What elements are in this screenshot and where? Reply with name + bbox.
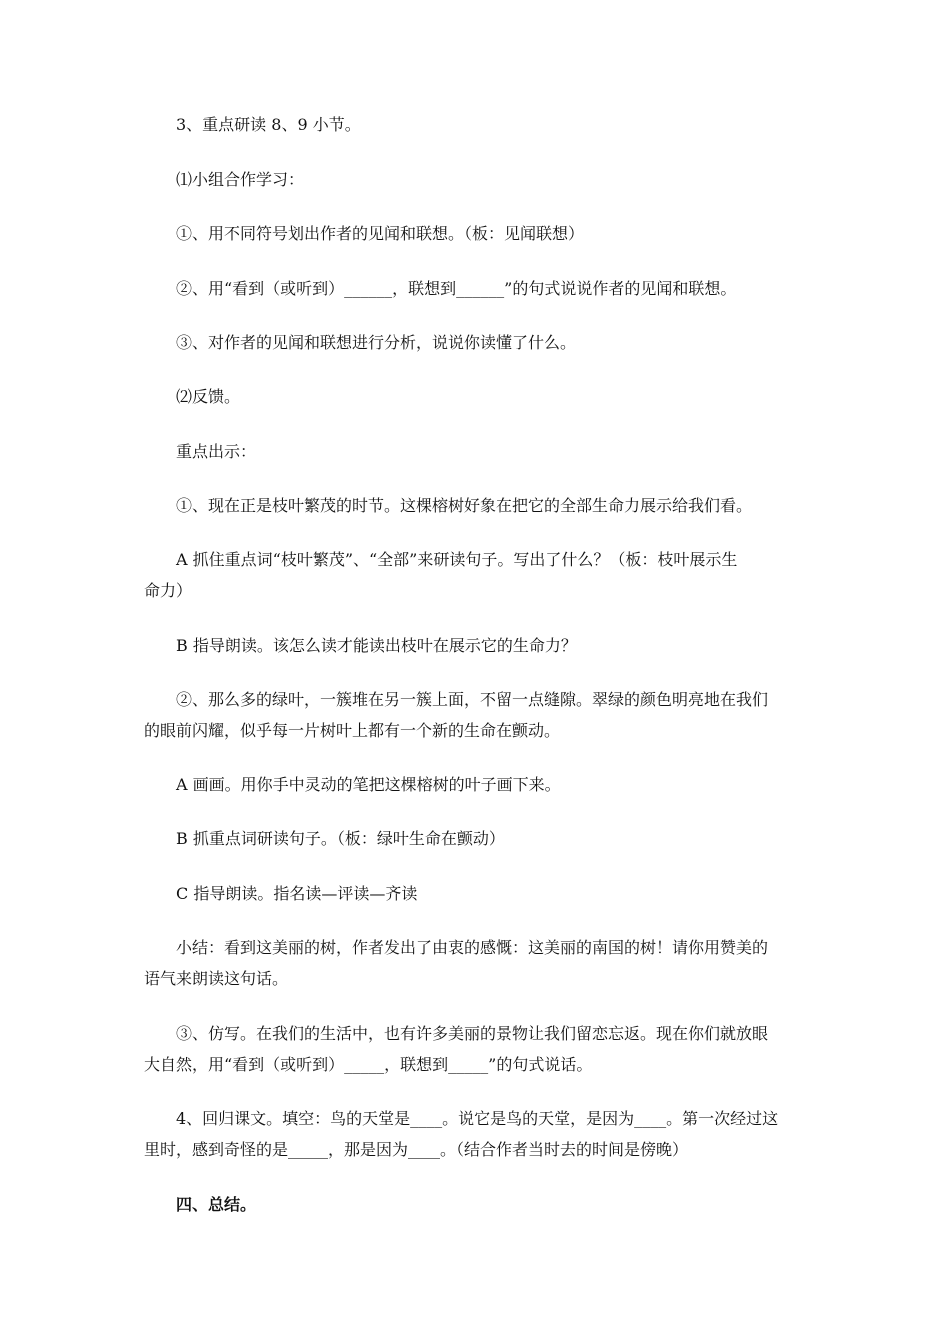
paragraph-13-line-1: B 抓重点词研读句子。（板：绿叶生命在颤动） xyxy=(176,829,505,848)
paragraph-6-line-1: ⑵反馈。 xyxy=(176,387,241,406)
paragraph-4-line-1: ②、用“看到（或听到）______，联想到______”的句式说说作者的见闻和联想。 xyxy=(176,279,737,298)
paragraph-10-line-1: B 指导朗读。该怎么读才能读出枝叶在展示它的生命力？ xyxy=(176,636,577,655)
paragraph-5-line-1: ③、对作者的见闻和联想进行分析，说说你读懂了什么。 xyxy=(176,333,577,352)
paragraph-8-line-1: ①、现在正是枝叶繁茂的时节。这棵榕树好象在把它的全部生命力展示给我们看。 xyxy=(176,496,753,515)
paragraph-12-line-1: A 画画。用你手中灵动的笔把这棵榕树的叶子画下来。 xyxy=(176,775,561,794)
paragraph-11-line-1: ②、那么多的绿叶，一簇堆在另一簇上面，不留一点缝隙。翠绿的颜色明亮地在我们 xyxy=(176,690,769,709)
paragraph-15-line-2: 语气来朗读这句话。 xyxy=(144,969,289,988)
paragraph-15-line-1: 小结：看到这美丽的树，作者发出了由衷的感慨：这美丽的南国的树！请你用赞美的 xyxy=(176,938,769,957)
paragraph-14-line-1: C 指导朗读。指名读—评读—齐读 xyxy=(176,884,418,903)
paragraph-3-line-1: ①、用不同符号划出作者的见闻和联想。（板：见闻联想） xyxy=(176,224,585,243)
paragraph-9-line-2: 命力） xyxy=(144,581,193,600)
paragraph-1-line-1: 3、重点研读 8、9 小节。 xyxy=(176,115,361,134)
paragraph-7-line-1: 重点出示： xyxy=(176,442,257,461)
paragraph-17-line-1: 4、回归课文。填空：鸟的天堂是____。说它是鸟的天堂，是因为____。第一次经过这 xyxy=(176,1109,779,1128)
paragraph-11-line-2: 的眼前闪耀，似乎每一片树叶上都有一个新的生命在颤动。 xyxy=(144,721,561,740)
paragraph-16-line-2: 大自然，用“看到（或听到）_____，联想到_____”的句式说话。 xyxy=(144,1055,593,1074)
paragraph-9-line-1: A 抓住重点词“枝叶繁茂”、“全部”来研读句子。写出了什么？（板：枝叶展示生 xyxy=(176,550,738,569)
paragraph-2-line-1: ⑴小组合作学习： xyxy=(176,170,305,189)
section-heading-summary: 四、总结。 xyxy=(176,1195,257,1214)
paragraph-16-line-1: ③、仿写。在我们的生活中，也有许多美丽的景物让我们留恋忘返。现在你们就放眼 xyxy=(176,1024,769,1043)
paragraph-17-line-2: 里时，感到奇怪的是_____，那是因为____。（结合作者当时去的时间是傍晚） xyxy=(144,1140,689,1159)
